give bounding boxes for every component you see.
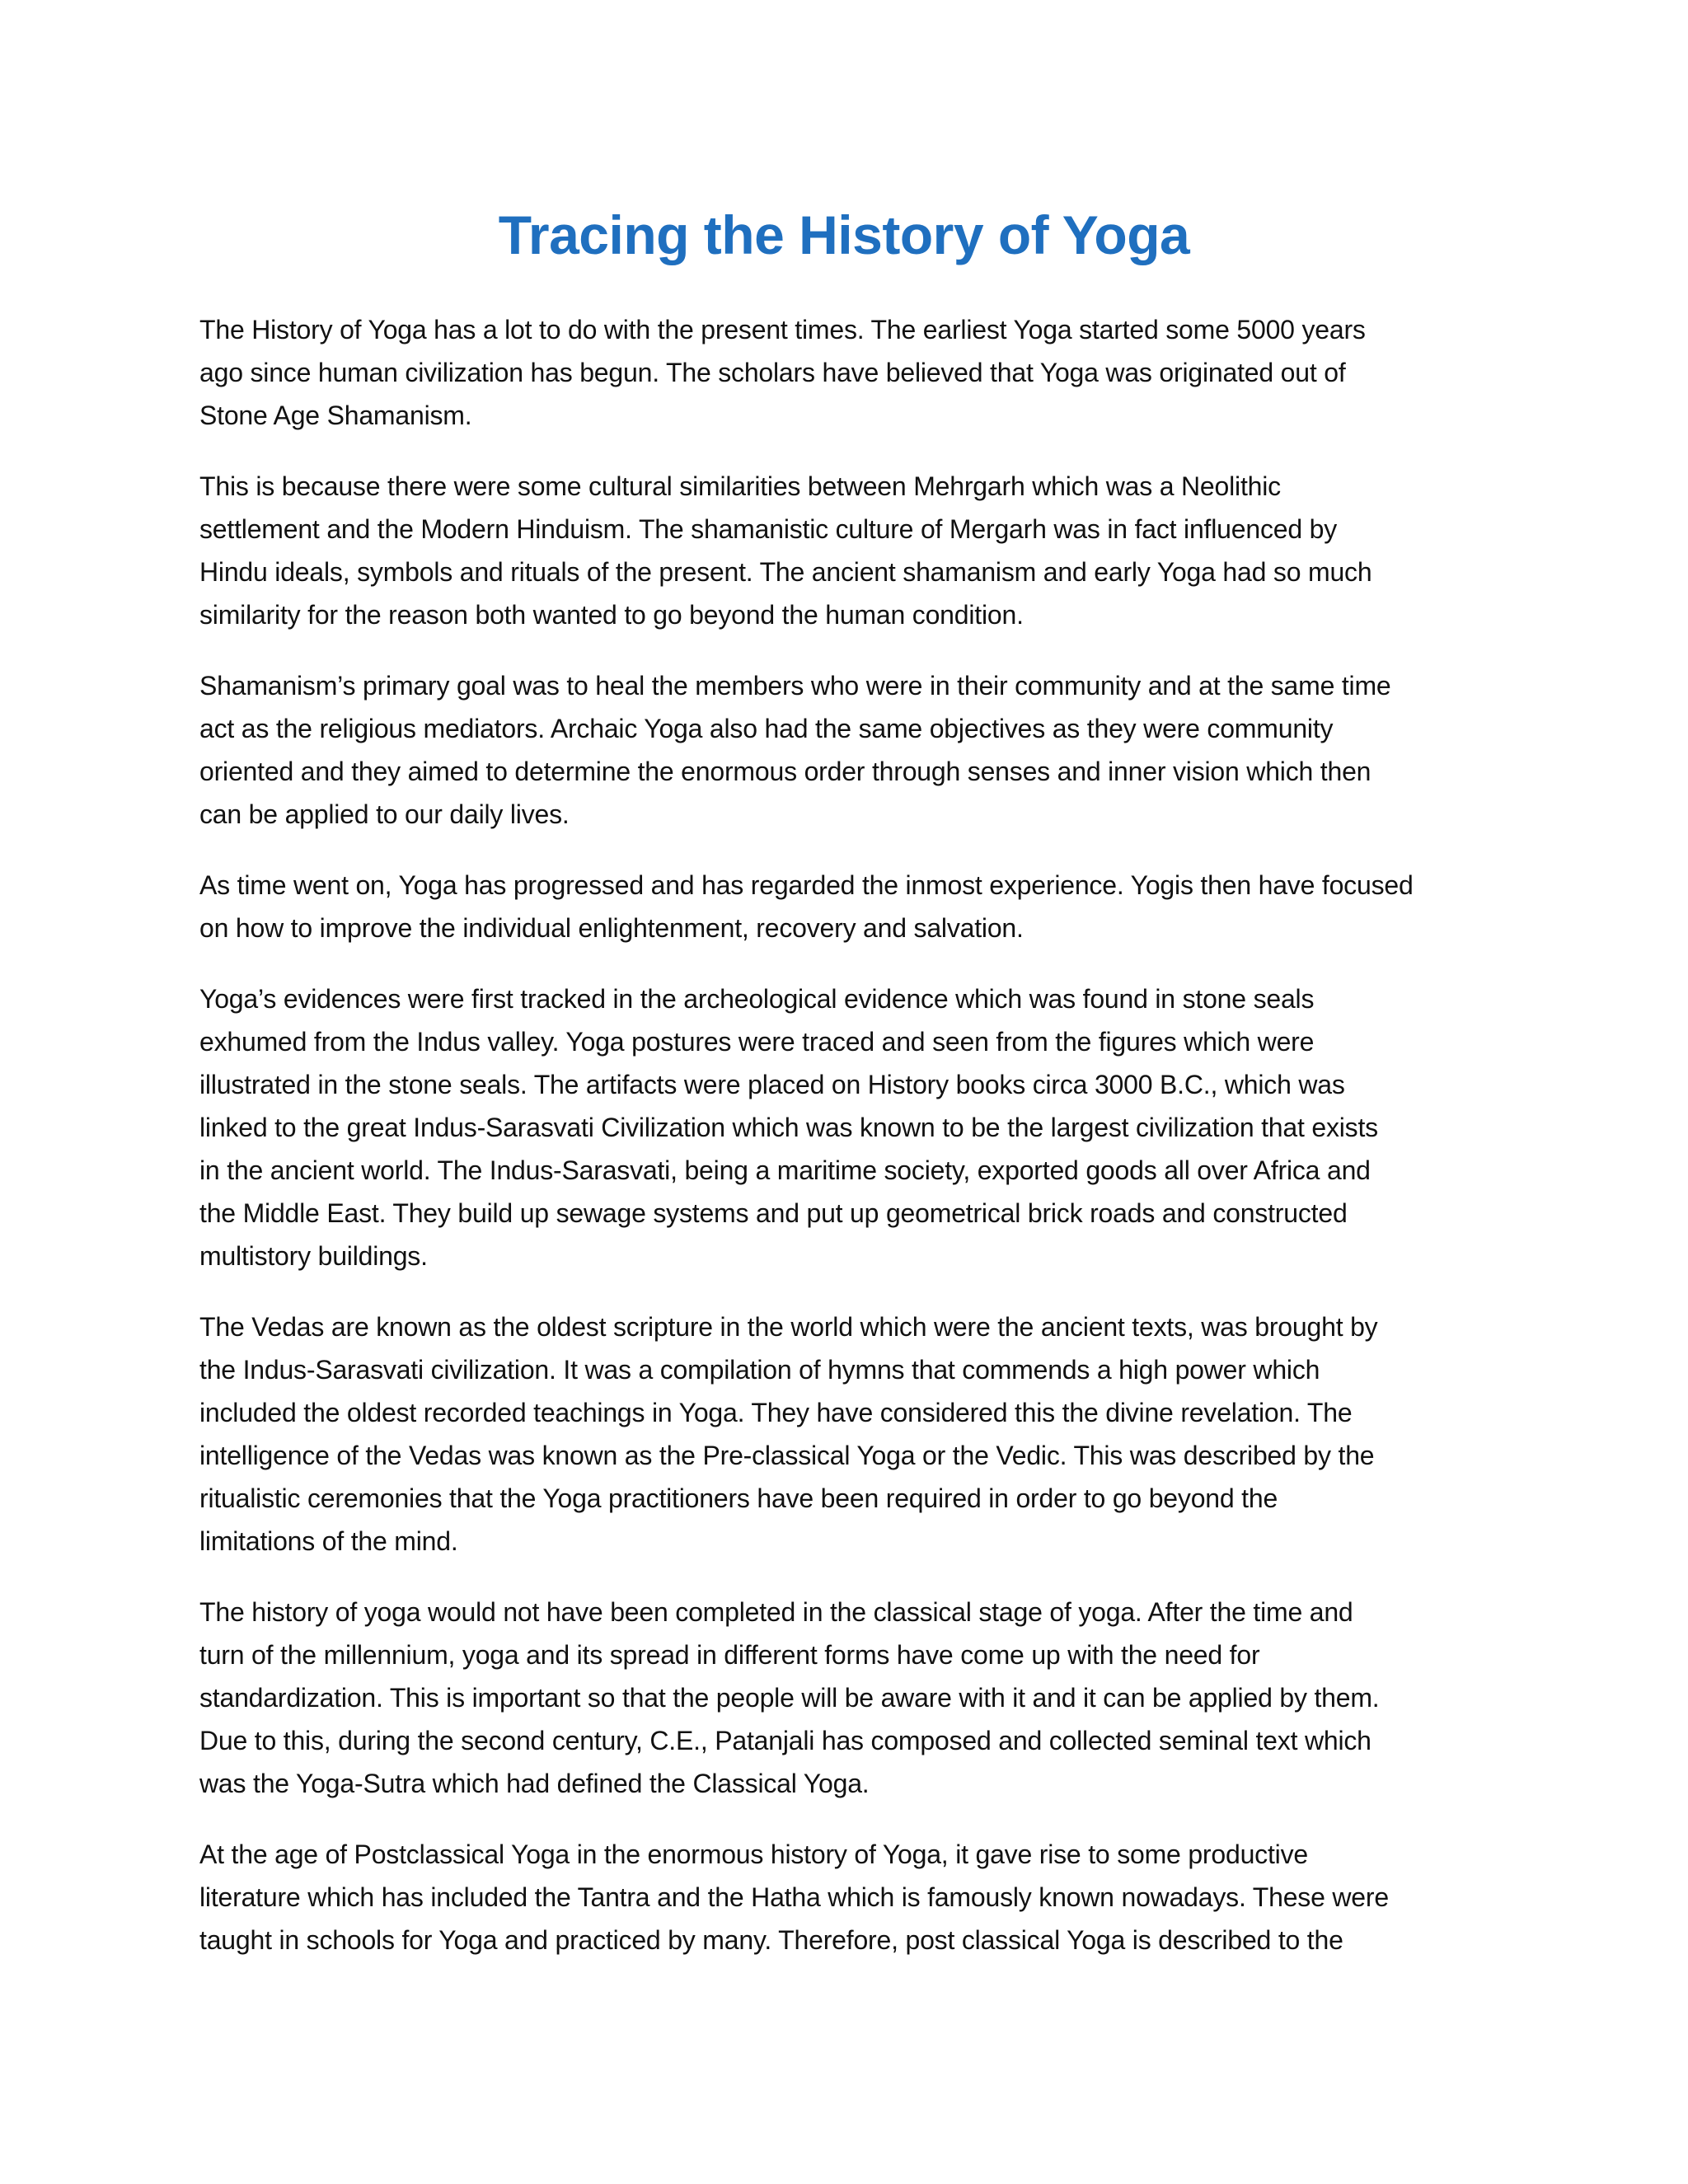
text-line: included the oldest recorded teachings in Yoga. They have considered this the divine revelation. The — [199, 1398, 1353, 1427]
text-line: act as the religious mediators. Archaic Yoga also had the same objectives as they were community — [199, 714, 1334, 743]
text-line: linked to the great Indus-Sarasvati Civilization which was known to be the largest civilization that exists — [199, 1113, 1378, 1142]
paragraph — [199, 864, 1485, 949]
text-line: on how to improve the individual enlightenment, recovery and salvation. — [199, 913, 1024, 943]
text-line: This is because there were some cultural similarities between Mehrgarh which was a Neolithic — [199, 471, 1281, 501]
text-line: illustrated in the stone seals. The artifacts were placed on History books circa 3000 B.C., which was — [199, 1070, 1345, 1099]
text-line: can be applied to our daily lives. — [199, 799, 570, 829]
text-line: exhumed from the Indus valley. Yoga postures were traced and seen from the figures which were — [199, 1027, 1315, 1057]
page-title: Tracing the History of Yoga — [498, 204, 1190, 265]
text-line: Stone Age Shamanism. — [199, 401, 472, 430]
text-line: The Vedas are known as the oldest scripture in the world which were the ancient texts, was brought by — [199, 1312, 1378, 1342]
text-line: was the Yoga-Sutra which had defined the Classical Yoga. — [199, 1769, 870, 1798]
text-line: The History of Yoga has a lot to do with the present times. The earliest Yoga started some 5000 years — [199, 315, 1366, 344]
paragraph — [199, 465, 1485, 636]
text-line: multistory buildings. — [199, 1241, 428, 1271]
text-line: similarity for the reason both wanted to go beyond the human condition. — [199, 600, 1024, 630]
text-line: taught in schools for Yoga and practiced by many. Therefore, post classical Yoga is described to the — [199, 1925, 1343, 1955]
text-line: oriented and they aimed to determine the enormous order through senses and inner vision which then — [199, 757, 1372, 786]
text-line: ritualistic ceremonies that the Yoga practitioners have been required in order to go beyond the — [199, 1483, 1278, 1513]
paragraph — [199, 1305, 1485, 1563]
text-line: the Indus-Sarasvati civilization. It was a compilation of hymns that commends a high power which — [199, 1355, 1320, 1385]
text-line: Yoga’s evidences were first tracked in the archeological evidence which was found in stone seals — [199, 984, 1315, 1014]
text-line: ago since human civilization has begun. The scholars have believed that Yoga was originated out of — [199, 358, 1346, 387]
paragraph — [199, 308, 1485, 437]
text-line: standardization. This is important so that the people will be aware with it and it can be applied by them. — [199, 1683, 1380, 1713]
text-line: turn of the millennium, yoga and its spread in different forms have come up with the need for — [199, 1640, 1260, 1670]
text-line: Due to this, during the second century, C.E., Patanjali has composed and collected seminal text which — [199, 1726, 1372, 1755]
text-line: Shamanism’s primary goal was to heal the members who were in their community and at the same time — [199, 671, 1391, 701]
text-line: intelligence of the Vedas was known as the Pre-classical Yoga or the Vedic. This was described by the — [199, 1441, 1375, 1470]
paragraph — [199, 664, 1485, 836]
text-line: limitations of the mind. — [199, 1526, 458, 1556]
text-line: The history of yoga would not have been completed in the classical stage of yoga. After the time and — [199, 1597, 1353, 1627]
text-line: settlement and the Modern Hinduism. The shamanistic culture of Mergarh was in fact influenced by — [199, 514, 1338, 544]
paragraph — [199, 977, 1485, 1277]
paragraph — [199, 1833, 1485, 1961]
text-line: Hindu ideals, symbols and rituals of the present. The ancient shamanism and early Yoga had so much — [199, 557, 1372, 587]
text-line: the Middle East. They build up sewage systems and put up geometrical brick roads and constructed — [199, 1198, 1348, 1228]
text-line: literature which has included the Tantra and the Hatha which is famously known nowadays. These were — [199, 1882, 1389, 1912]
document-body — [199, 308, 1485, 1990]
text-line: As time went on, Yoga has progressed and has regarded the inmost experience. Yogis then have focused — [199, 870, 1414, 900]
text-line: in the ancient world. The Indus-Sarasvati, being a maritime society, exported goods all over Africa and — [199, 1155, 1371, 1185]
paragraph — [199, 1591, 1485, 1805]
text-line: At the age of Postclassical Yoga in the enormous history of Yoga, it gave rise to some productive — [199, 1840, 1308, 1869]
